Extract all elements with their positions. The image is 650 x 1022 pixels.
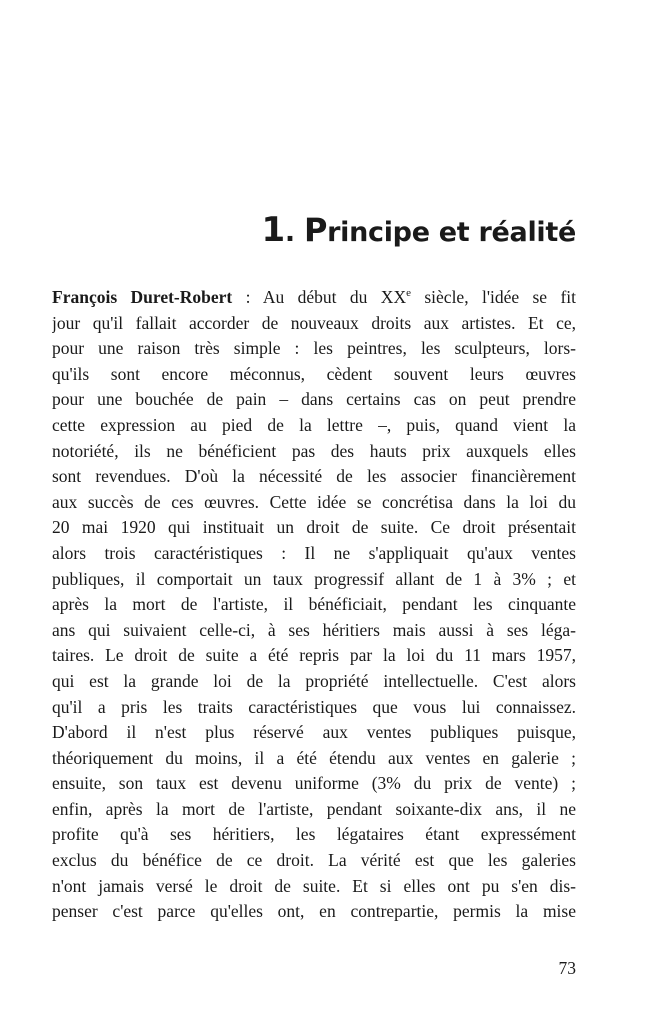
paragraph-line: taires. Le droit de suite a été repris par la loi du 11 mars 1957, xyxy=(52,645,576,666)
paragraph-line: exclus du bénéfice de ce droit. La vérité est que les galeries xyxy=(52,850,576,871)
paragraph-line: notoriété, ils ne bénéficient pas des hauts prix auxquels elles xyxy=(52,440,576,461)
page-number: 73 xyxy=(558,958,576,978)
paragraph-line: pour une bouchée de pain – dans certains cas on peut prendre xyxy=(52,389,576,410)
paragraph-line: profite qu'à ses héritiers, les légataires étant expressément xyxy=(52,824,576,845)
body-paragraph xyxy=(52,285,576,925)
chapter-title xyxy=(262,210,576,250)
paragraph-line: pour une raison très simple : les peintres, les sculpteurs, lors- xyxy=(52,338,576,359)
paragraph-line: ans qui suivaient celle-ci, à ses héritiers mais aussi à ses léga- xyxy=(52,619,576,640)
speaker-name: François Duret-Robert xyxy=(52,287,233,307)
paragraph-line: alors trois caractéristiques : Il ne s'appliquait qu'aux ventes xyxy=(52,542,576,563)
paragraph-line: sont revendues. D'où la nécessité de les associer financièrement xyxy=(52,466,576,487)
paragraph-line: théoriquement du moins, il a été étendu aux ventes en galerie ; xyxy=(52,747,576,768)
paragraph-line: aux succès de ces œuvres. Cette idée se concrétisa dans la loi du xyxy=(52,491,576,512)
line1-text: : Au début du XX xyxy=(232,287,407,307)
chapter-number: 1 xyxy=(261,210,285,251)
chapter-title-rest: rincipe et réalité xyxy=(327,217,576,249)
paragraph-line: penser c'est parce qu'elles ont, en contrepartie, permis la mise xyxy=(52,901,576,922)
paragraph-line: qu'il a pris les traits caractéristiques que vous lui connaissez. xyxy=(52,696,576,717)
chapter-title-initial: P xyxy=(303,211,328,250)
paragraph-line: jour qu'il fallait accorder de nouveaux droits aux artistes. Et ce, xyxy=(52,312,576,333)
paragraph-line: enfin, après la mort de l'artiste, pendant soixante-dix ans, il ne xyxy=(52,798,576,819)
paragraph-line: publiques, il comportait un taux progressif allant de 1 à 3% ; et xyxy=(52,568,576,589)
paragraph-line: qui est la grande loi de la propriété intellectuelle. C'est alors xyxy=(52,670,576,691)
line1-rest: siècle, l'idée se fit xyxy=(410,287,576,307)
paragraph-line: n'ont jamais versé le droit de suite. Et si elles ont pu s'en dis- xyxy=(52,875,576,896)
century-superscript: e xyxy=(406,287,411,300)
paragraph-line: qu'ils sont encore méconnus, cèdent souvent leurs œuvres xyxy=(52,363,576,384)
paragraph-line: ensuite, son taux est devenu uniforme (3% du prix de vente) ; xyxy=(52,773,576,794)
paragraph-line: D'abord il n'est plus réservé aux ventes publiques puisque, xyxy=(52,722,576,743)
paragraph-line: cette expression au pied de la lettre –, puis, quand vient la xyxy=(52,414,576,435)
chapter-number-dot: . xyxy=(284,217,295,249)
paragraph-line: après la mort de l'artiste, il bénéficiait, pendant les cinquante xyxy=(52,594,576,615)
paragraph-line: 20 mai 1920 qui instituait un droit de suite. Ce droit présentait xyxy=(52,517,576,538)
paragraph-line xyxy=(52,285,576,311)
